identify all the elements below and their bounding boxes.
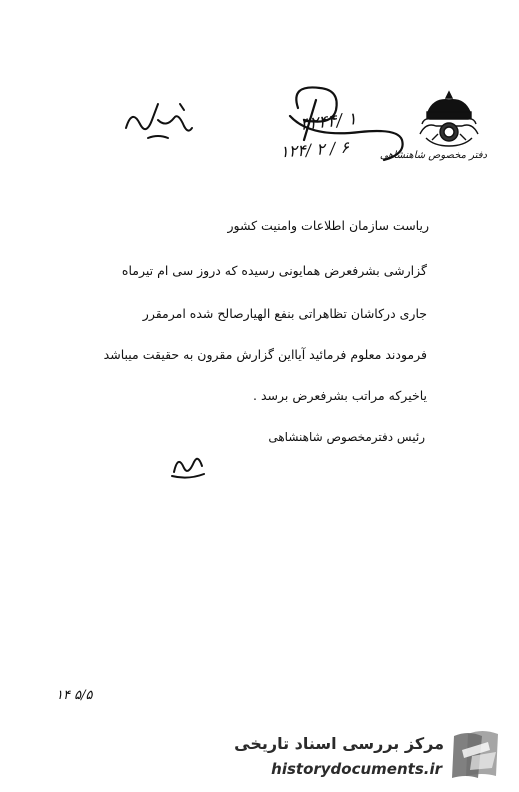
- body-line: گزارشی بشرفعرض همایونی رسیده که دروز سی ام تیرماه: [121, 263, 427, 278]
- signature-title: رئیس دفترمخصوص شاهنشاهی: [268, 430, 425, 444]
- bottom-note: ۵/۵ ۱۴: [56, 688, 93, 703]
- reference-date: ۱۲۴/ ۲ / ۶: [279, 137, 350, 162]
- watermark: [230, 728, 514, 788]
- watermark-title: مرکز بررسی اسناد تاریخی: [234, 734, 444, 753]
- body-line: جاری درکاشان تظاهراتی بنفع الهیارصالح شده امرمقرر: [142, 306, 427, 321]
- royal-crown-emblem-icon: [414, 88, 484, 150]
- office-label: دفتر مخصوص شاهنشاهی: [379, 150, 487, 161]
- body-line: فرمودند معلوم فرمائید آیااین گزارش مقرون به حقیقت میباشد: [103, 347, 427, 362]
- body-line: یاخیرکه مراتب بشرفعرض برسد .: [253, 388, 427, 403]
- signature-mark: [168, 450, 208, 480]
- recipient-line: ریاست سازمان اطلاعات وامنیت کشور: [227, 218, 429, 233]
- reference-number: ۳۲۴۴/ ۱: [299, 109, 358, 135]
- document-stack-icon: [448, 728, 506, 784]
- watermark-url: historydocuments.ir: [271, 760, 442, 778]
- handwritten-annotation-mark: [118, 98, 198, 146]
